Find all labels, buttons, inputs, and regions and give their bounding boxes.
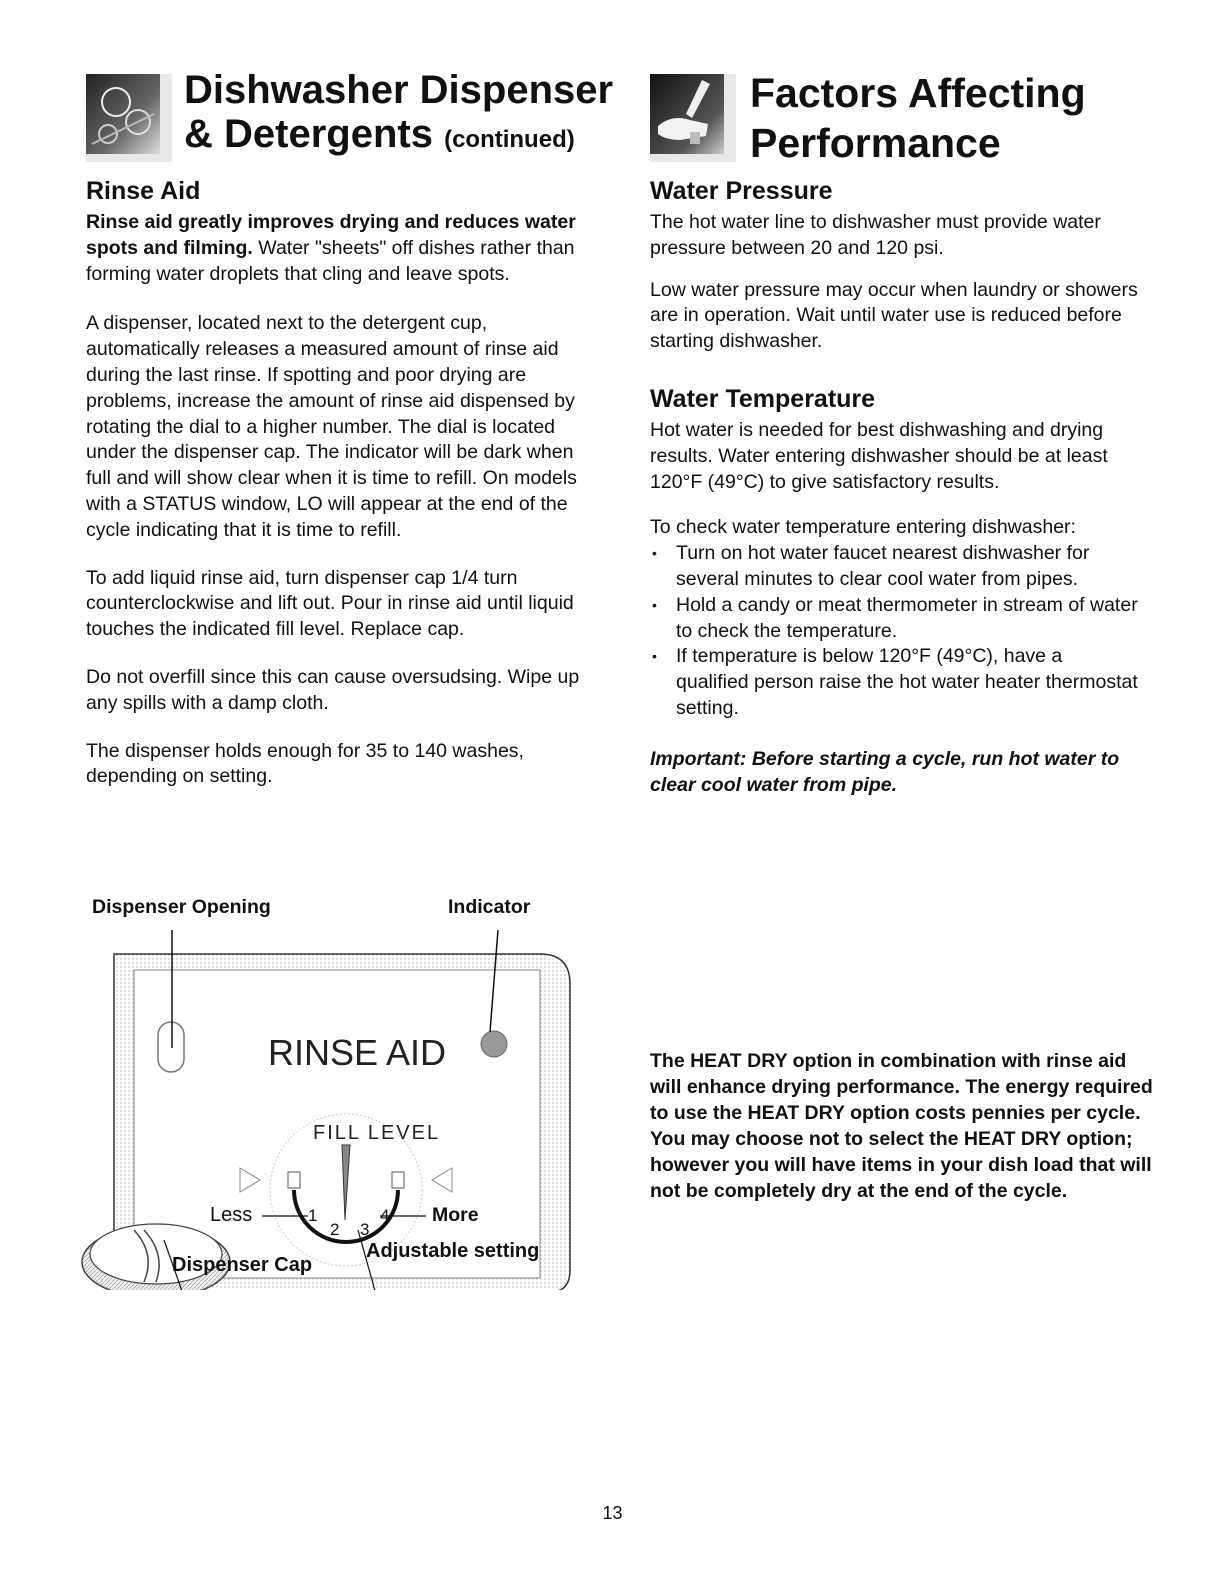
more-label: More xyxy=(432,1204,479,1226)
rinse-aid-paragraph-4: Do not overfill since this can cause oversudsing. Wipe up any spills with a damp cloth. xyxy=(86,665,580,714)
dispenser-opening-label: Dispenser Opening xyxy=(92,896,271,918)
panel-rinse-aid-text: RINSE AID xyxy=(268,1032,447,1073)
water-temperature-paragraph-2: To check water temperature entering dishwasher: xyxy=(650,516,1076,539)
list-item: • Hold a candy or meat thermometer in stream of water to check the temperature. xyxy=(650,593,1140,645)
rinse-aid-section xyxy=(86,176,586,790)
water-pressure-section xyxy=(650,176,1140,355)
left-header-title xyxy=(184,68,613,162)
water-temperature-paragraph-1: Hot water is needed for best dishwashing and drying results. Water entering dishwasher should be at least 120°F (49°C) to give satisfactory results. xyxy=(650,419,1108,493)
temperature-check-list xyxy=(650,541,1140,722)
water-pressure-paragraph-2: Low water pressure may occur when laundry or showers are in operation. Wait until water use is reduced before starting dishwasher. xyxy=(650,278,1138,353)
dial-number-3: 3 xyxy=(360,1220,370,1239)
faucet-hand-icon xyxy=(650,74,736,162)
left-header-title-line2: & Detergents xyxy=(184,112,433,156)
dial-number-1: 1 xyxy=(308,1206,318,1225)
heat-dry-paragraph: The HEAT DRY option in combination with rinse aid will enhance drying performance. The energy required to use the HEAT DRY option costs pennies per cycle. You may choose not to select the HEAT DRY option; however you will have items in your dish load that will not be completely dry at the end of the cycle. xyxy=(650,1050,1153,1202)
rinse-aid-paragraph-2: A dispenser, located next to the detergent cup, automatically releases a measured amount of rinse aid during the last rinse. If spotting and poor drying are problems, increase the amount of rinse aid dispensed by rotating the dial to a higher number. The dial is located under the dispenser cap. The indicator will be dark when full and will show clear when it is time to refill. On models with a STATUS window, LO will appear at the end of the cycle indicating that it is time to refill. xyxy=(86,312,577,541)
right-header-title xyxy=(750,68,1086,168)
water-temperature-heading: Water Temperature xyxy=(650,385,876,413)
dial-arc-text: FILL LEVEL xyxy=(313,1122,441,1144)
right-header-title-line2: Performance xyxy=(750,120,1001,166)
water-pressure-heading: Water Pressure xyxy=(650,177,833,205)
rinse-aid-paragraph-5: The dispenser holds enough for 35 to 140 washes, depending on setting. xyxy=(86,739,524,788)
important-note: Important: Before starting a cycle, run hot water to clear cool water from pipe. xyxy=(650,747,1120,796)
continued-label: (continued) xyxy=(444,126,575,153)
left-header-title-line1: Dishwasher Dispenser xyxy=(184,68,614,112)
rinse-aid-dispenser-diagram xyxy=(80,890,590,1290)
indicator-dot xyxy=(481,1031,507,1057)
dispenser-opening xyxy=(158,1022,184,1072)
dial-number-4: 4 xyxy=(380,1206,390,1225)
page-number: 13 xyxy=(602,1503,623,1523)
rinse-aid-paragraph-3: To add liquid rinse aid, turn dispenser cap 1/4 turn counterclockwise and lift out. Pour in rinse aid until liquid touches the indicated fill level. Replace cap. xyxy=(86,566,574,641)
list-item: • Turn on hot water faucet nearest dishwasher for several minutes to clear cool water from pipes. xyxy=(650,541,1140,593)
dispenser-cap-label: Dispenser Cap xyxy=(172,1254,313,1276)
left-section-header xyxy=(86,68,616,178)
rinse-aid-paragraph-1-rest: Water "sheets" off dishes rather than forming water droplets that cling and leave spots. xyxy=(86,236,575,285)
water-temperature-section xyxy=(650,384,1140,798)
right-header-title-line1: Factors Affecting xyxy=(750,70,1086,116)
right-section-header xyxy=(650,68,1170,178)
dishwasher-dispenser-icon xyxy=(86,74,172,162)
adjustable-setting-label: Adjustable setting xyxy=(366,1240,540,1262)
rinse-aid-paragraph-1 xyxy=(86,210,586,287)
rinse-aid-heading: Rinse Aid xyxy=(86,177,201,205)
heat-dry-note xyxy=(650,1048,1160,1204)
water-pressure-paragraph-1: The hot water line to dishwasher must provide water pressure between 20 and 120 psi. xyxy=(650,211,1101,259)
rinse-aid-bold-lead: Rinse aid greatly improves drying and reduces water spots and filming. xyxy=(86,211,576,259)
dial-number-2: 2 xyxy=(330,1220,340,1239)
indicator-label: Indicator xyxy=(448,896,531,918)
list-item: • If temperature is below 120°F (49°C), have a qualified person raise the hot water heater thermostat setting. xyxy=(650,644,1140,721)
less-label: Less xyxy=(210,1204,253,1226)
